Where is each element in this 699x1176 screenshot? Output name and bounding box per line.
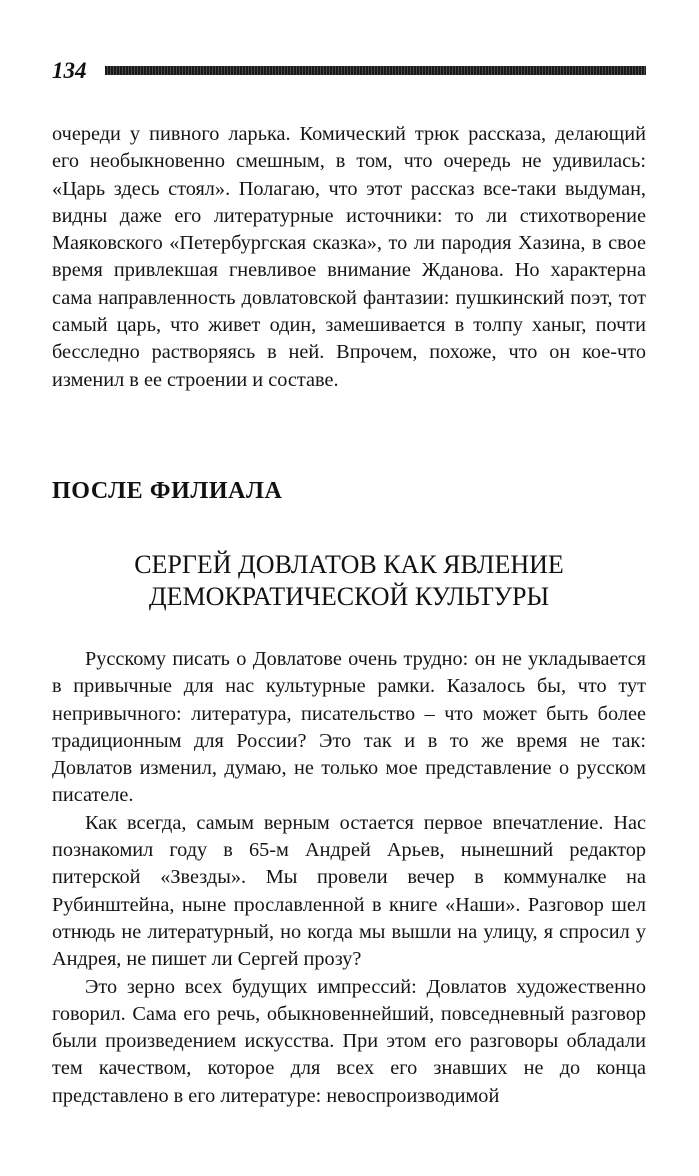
paragraph: Как всегда, самым верным остается первое впечатление. Нас познакомил году в 65-м Андрей Арьев, нынешний редактор питерской «Звезды». Мы провели вечер в коммуналке на Рубинштейна, ныне прославленной в книге «Наши». Разговор шел отнюдь не литературный, но когда мы вышли на улицу, я спросил у Андрея, не пишет ли Сергей прозу? — [52, 811, 646, 971]
section-title: ПОСЛЕ ФИЛИАЛА — [52, 478, 283, 504]
header-rule — [105, 66, 646, 75]
article-title-line-2: ДЕМОКРАТИЧЕСКОЙ КУЛЬТУРЫ — [148, 582, 550, 611]
paragraph: Это зерно всех будущих импрессий: Довлатов художественно говорил. Сама его речь, обыкновеннейший, повседневный разговор были произведением искусства. При этом его разговоры обладали тем качеством, которое для всех его знавших не до конца представлено в его литературе: невоспроизводимой — [52, 975, 646, 1107]
page-header — [52, 58, 646, 86]
article-title — [52, 549, 646, 613]
page-number: 134 — [52, 58, 87, 83]
paragraph: очереди у пивного ларька. Комический трюк рассказа, делающий его необыкновенно смешным, в том, что очередь не удивилась: «Царь здесь стоял». Полагаю, что этот рассказ все-таки выдуман, видны даже его литературные источники: то ли стихотворение Маяковского «Петербургская сказка», то ли пародия Хазина, в свое время привлекшая гневливое внимание Жданова. Но характерна сама направленность довлатовской фантазии: пушкинский поэт, тот самый царь, что живет один, замешивается в толпу ханыг, почти бесследно растворяясь в ней. Впрочем, похоже, что он кое-что изменил в ее строении и составе. — [52, 123, 646, 391]
paragraph: Русскому писать о Довлатове очень трудно: он не укладывается в привычные для нас культурные рамки. Казалось бы, что тут непривычного: литература, писательство – что может быть более традиционным для России? Это так и в то же время не так: Довлатов изменил, думаю, не только мое представление о русском писателе. — [52, 648, 646, 807]
continued-text — [52, 121, 646, 394]
article-body — [52, 646, 646, 1110]
article-title-line-1: СЕРГЕЙ ДОВЛАТОВ КАК ЯВЛЕНИЕ — [134, 550, 564, 579]
